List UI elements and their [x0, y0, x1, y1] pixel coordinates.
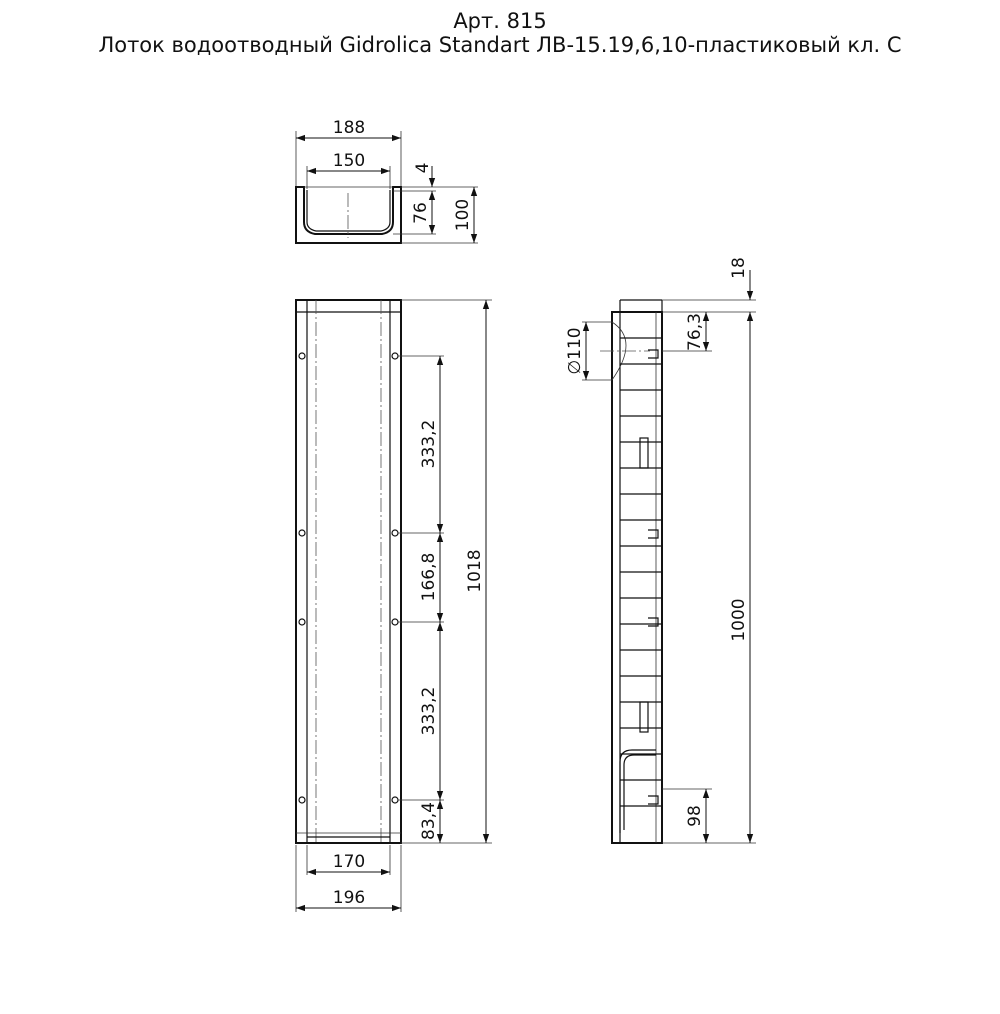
dim-side-length: 1000: [729, 598, 749, 642]
dim-plan-pitch-top: 333,2: [419, 419, 439, 469]
dim-plan-inner-width: 170: [332, 852, 366, 872]
drawing-title-description: Лоток водоотводный Gidrolica Standart ЛВ-15.19,6,10-пластиковый кл. С: [98, 33, 902, 57]
plan-view: [296, 300, 492, 912]
dim-side-outlet-offset: 76,3: [685, 313, 705, 351]
side-view: [582, 270, 756, 843]
dim-plan-outer-width: 196: [332, 888, 366, 908]
dim-section-top-step: 4: [413, 162, 433, 174]
dim-section-inner-width: 150: [332, 151, 366, 171]
dim-side-outlet-diameter: ∅110: [565, 327, 585, 375]
dim-side-bottom-offset: 98: [685, 805, 705, 827]
dim-plan-length: 1018: [465, 549, 485, 593]
dim-plan-pitch-mid: 166,8: [419, 552, 439, 602]
cross-section-view: [296, 131, 478, 243]
dim-plan-pitch-bottom: 333,2: [419, 686, 439, 736]
drawing-title-article: Арт. 815: [453, 9, 547, 33]
dim-side-flange: 18: [729, 257, 749, 279]
dim-plan-end-offset: 83,4: [419, 802, 439, 840]
dim-section-inner-depth: 76: [411, 202, 431, 224]
dim-section-total-height: 100: [453, 198, 473, 232]
dim-section-outer-width: 188: [332, 118, 366, 138]
